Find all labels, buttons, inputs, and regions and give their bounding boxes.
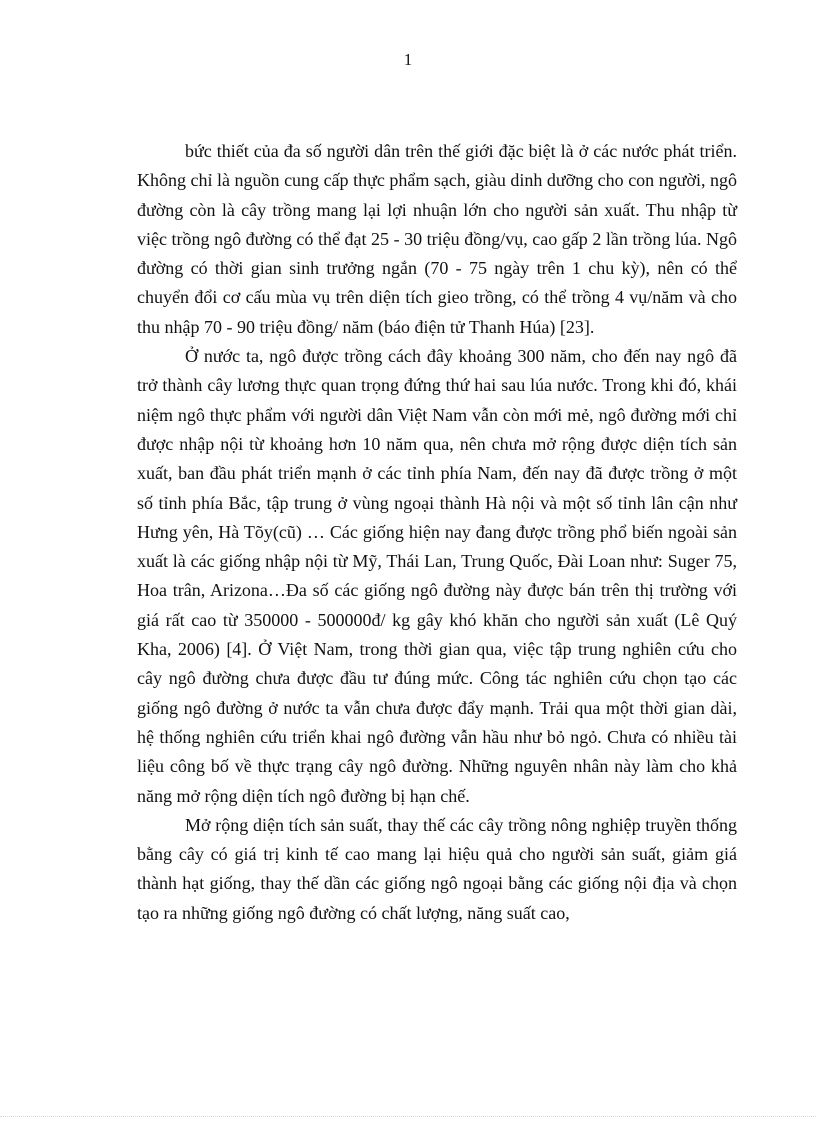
paragraph-continuation: bức thiết của đa số người dân trên thế giới đặc biệt là ở các nước phát triển. Không chỉ là nguồn cung cấp thực phẩm sạch, giàu dinh dưỡng cho con người, ngô đường còn là cây trồng mang lại lợi nhuận lớn cho người sản xuất. Thu nhập từ việc trồng ngô đường có thể đạt 25 - 30 triệu đồng/vụ, cao gấp 2 lần trồng lúa. Ngô đường có thời gian sinh trưởng ngắn (70 - 75 ngày trên 1 chu kỳ), nên có thể chuyển đổi cơ cấu mùa vụ trên diện tích gieo trồng, có thể trồng 4 vụ/năm và cho thu nhập 70 - 90 triệu đồng/ năm (báo điện tử Thanh Húa) [23]. (137, 141, 737, 337)
body-text (137, 137, 737, 928)
page-number: 1 (403, 50, 413, 69)
paragraph-expansion-goals: Mở rộng diện tích sản suất, thay thế các cây trồng nông nghiệp truyền thống bằng cây có giá trị kinh tế cao mang lại hiệu quả cho người sản suất, giảm giá thành hạt giống, thay thế dần các giống ngô ngoại bằng các giống nội địa và chọn tạo ra những giống ngô đường có chất lượng, năng suất cao, (137, 814, 737, 923)
page-bottom-divider (0, 1116, 816, 1117)
paragraph-sweet-corn-in-vietnam: Ở nước ta, ngô được trồng cách đây khoảng 300 năm, cho đến nay ngô đã trở thành cây lương thực quan trọng đứng thứ hai sau lúa nước. Trong khi đó, khái niệm ngô thực phẩm với người dân Việt Nam vẫn còn mới mẻ, ngô đường mới chỉ được nhập nội từ khoảng hơn 10 năm qua, nên chưa mở rộng được diện tích sản xuất, ban đầu phát triển mạnh ở các tỉnh phía Nam, đến nay đã được trồng ở một số tỉnh phía Bắc, tập trung ở vùng ngoại thành Hà nội và một số tỉnh lân cận như Hưng yên, Hà Tõy(cũ) … Các giống hiện nay đang được trồng phổ biến ngoài sản xuất là các giống nhập nội từ Mỹ, Thái Lan, Trung Quốc, Đài Loan như: Suger 75, Hoa trân, Arizona…Đa số các giống ngô đường này được bán trên thị trường với giá rất cao từ 350000 - 500000đ/ kg gây khó khăn cho người sản xuất (Lê Quý Kha, 2006) [4]. Ở Việt Nam, trong thời gian qua, việc tập trung nghiên cứu cho cây ngô đường chưa được đầu tư đúng mức. Công tác nghiên cứu chọn tạo các giống ngô đường ở nước ta vẫn chưa được đẩy mạnh. Trải qua một thời gian dài, hệ thống nghiên cứu triển khai ngô đường vẫn hầu như bỏ ngỏ. Chưa có nhiều tài liệu công bố về thực trạng cây ngô đường. Những nguyên nhân này làm cho khả năng mở rộng diện tích ngô đường bị hạn chế. (137, 346, 737, 806)
